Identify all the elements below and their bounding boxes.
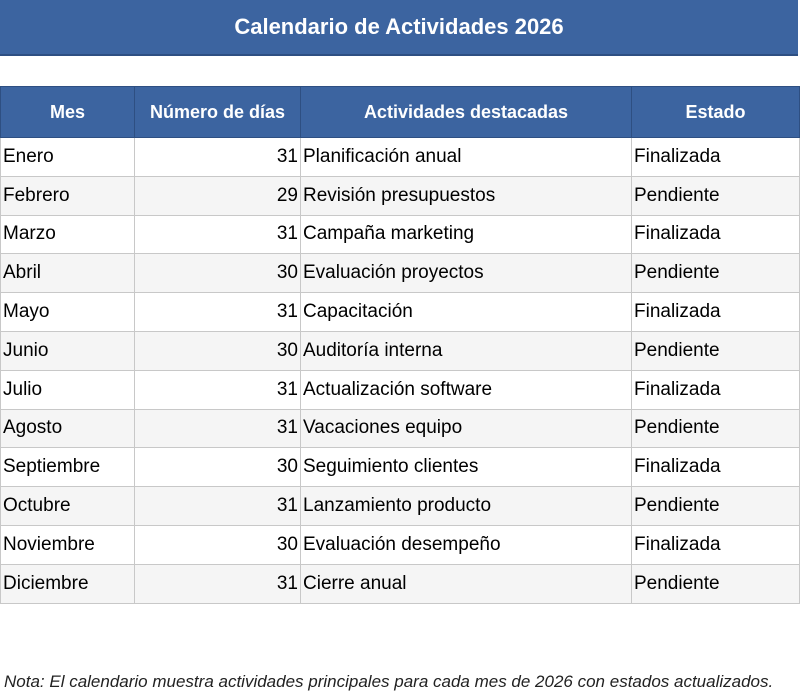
table-row [1,215,800,254]
column-header-numero-de-dias[interactable]: Número de días [135,87,301,138]
status-cell[interactable]: Finalizada [632,448,800,487]
month-cell[interactable]: Agosto [1,409,135,448]
column-header-estado[interactable]: Estado [632,87,800,138]
table-body [1,138,800,604]
activities-table [0,86,800,604]
activity-cell[interactable]: Capacitación [301,293,632,332]
status-cell[interactable]: Pendiente [632,564,800,603]
activity-cell[interactable]: Actualización software [301,370,632,409]
status-cell[interactable]: Finalizada [632,215,800,254]
activity-cell[interactable]: Seguimiento clientes [301,448,632,487]
month-cell[interactable]: Julio [1,370,135,409]
days-cell[interactable]: 31 [135,564,301,603]
activity-cell[interactable]: Auditoría interna [301,331,632,370]
activity-cell[interactable]: Planificación anual [301,138,632,177]
footnote: Nota: El calendario muestra actividades principales para cada mes de 2026 con estados actualizados. [4,672,774,691]
table-row [1,254,800,293]
days-cell[interactable]: 30 [135,448,301,487]
status-cell[interactable]: Pendiente [632,331,800,370]
title-bar [0,0,798,56]
status-cell[interactable]: Finalizada [632,138,800,177]
activity-cell[interactable]: Lanzamiento producto [301,487,632,526]
month-cell[interactable]: Mayo [1,293,135,332]
status-cell[interactable]: Finalizada [632,370,800,409]
table-row [1,331,800,370]
month-cell[interactable]: Marzo [1,215,135,254]
month-cell[interactable]: Febrero [1,176,135,215]
table-row [1,448,800,487]
header-row [1,87,800,138]
days-cell[interactable]: 31 [135,138,301,177]
days-cell[interactable]: 31 [135,370,301,409]
status-cell[interactable]: Pendiente [632,409,800,448]
month-cell[interactable]: Diciembre [1,564,135,603]
table-row [1,293,800,332]
activity-cell[interactable]: Evaluación desempeño [301,525,632,564]
month-cell[interactable]: Enero [1,138,135,177]
table-row [1,409,800,448]
month-cell[interactable]: Octubre [1,487,135,526]
table-row [1,525,800,564]
page-title: Calendario de Actividades 2026 [234,14,564,39]
activity-cell[interactable]: Revisión presupuestos [301,176,632,215]
status-cell[interactable]: Finalizada [632,525,800,564]
activity-cell[interactable]: Campaña marketing [301,215,632,254]
status-cell[interactable]: Pendiente [632,254,800,293]
days-cell[interactable]: 31 [135,293,301,332]
column-header-actividades[interactable]: Actividades destacadas [301,87,632,138]
days-cell[interactable]: 29 [135,176,301,215]
days-cell[interactable]: 31 [135,487,301,526]
table-row [1,487,800,526]
month-cell[interactable]: Septiembre [1,448,135,487]
table-row [1,370,800,409]
table-row [1,564,800,603]
status-cell[interactable]: Pendiente [632,176,800,215]
status-cell[interactable]: Finalizada [632,293,800,332]
days-cell[interactable]: 30 [135,254,301,293]
month-cell[interactable]: Junio [1,331,135,370]
table-row [1,138,800,177]
days-cell[interactable]: 31 [135,215,301,254]
days-cell[interactable]: 31 [135,409,301,448]
days-cell[interactable]: 30 [135,331,301,370]
activity-cell[interactable]: Cierre anual [301,564,632,603]
activity-cell[interactable]: Vacaciones equipo [301,409,632,448]
month-cell[interactable]: Noviembre [1,525,135,564]
activity-cell[interactable]: Evaluación proyectos [301,254,632,293]
column-header-mes[interactable]: Mes [1,87,135,138]
month-cell[interactable]: Abril [1,254,135,293]
days-cell[interactable]: 30 [135,525,301,564]
table-row [1,176,800,215]
status-cell[interactable]: Pendiente [632,487,800,526]
